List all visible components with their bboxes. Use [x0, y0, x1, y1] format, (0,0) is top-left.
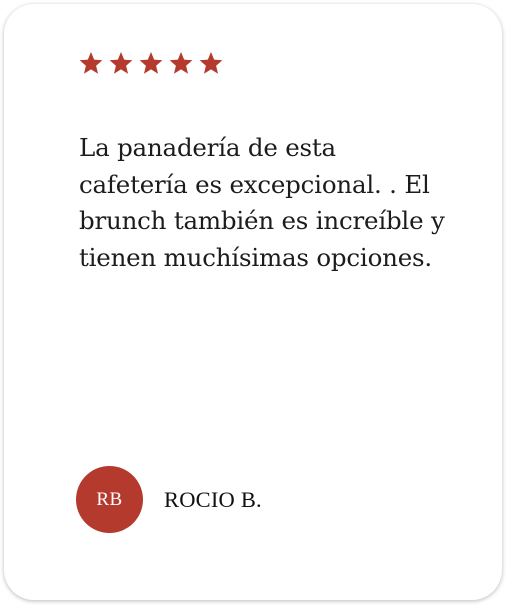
avatar: [76, 466, 143, 533]
star-icon: [138, 50, 164, 76]
star-icon: [78, 50, 104, 76]
author-name: ROCIO B.: [164, 486, 262, 512]
avatar-initials: RB: [96, 488, 123, 510]
review-text: La panadería de esta cafetería es excepcional. . El brunch también es increíble y tienen muchísimas opciones.: [79, 133, 445, 272]
star-icon: [168, 50, 194, 76]
review-author: [76, 466, 262, 533]
star-rating: [78, 50, 224, 76]
testimonial-card: [4, 4, 502, 600]
star-icon: [198, 50, 224, 76]
star-icon: [108, 50, 134, 76]
